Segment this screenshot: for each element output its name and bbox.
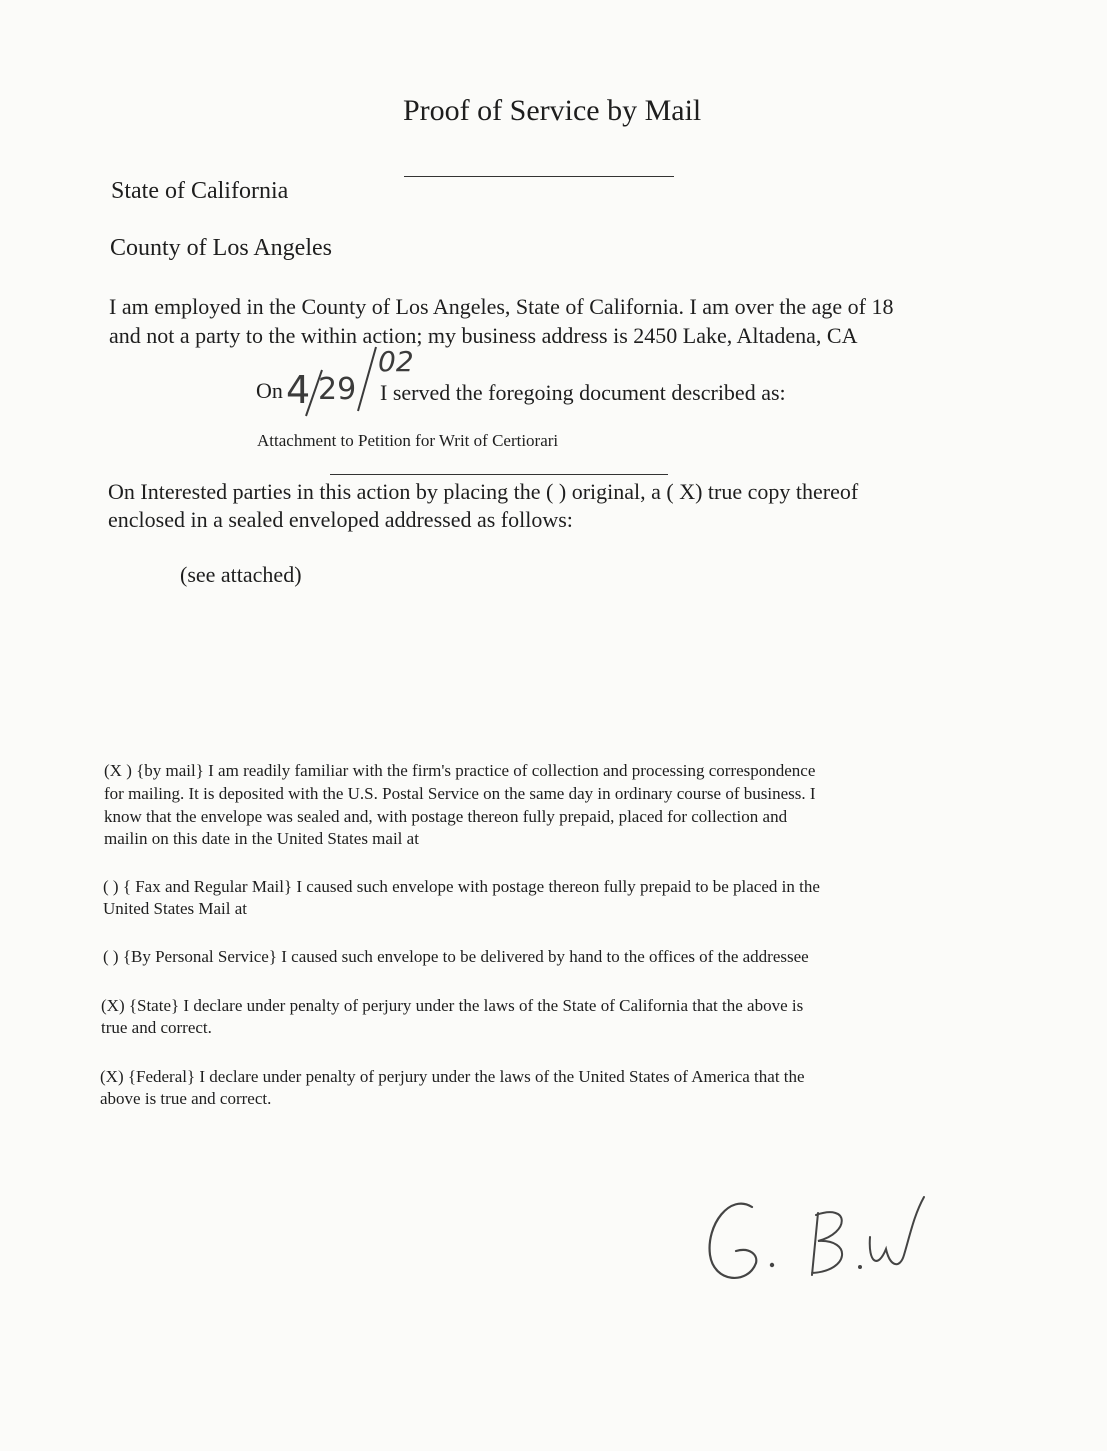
by-mail-line-1: (X ) {by mail} I am readily familiar with the firm's practice of collection and processing correspondence <box>104 761 816 780</box>
page-title: Proof of Service by Mail <box>403 94 702 127</box>
federal-declaration-line-1: (X) {Federal} I declare under penalty of perjury under the laws of the United States of America that the <box>100 1067 805 1086</box>
served-text: I served the foregoing document described as: <box>380 380 786 405</box>
handwritten-signature <box>700 1185 960 1295</box>
handwritten-month: 4 <box>286 368 311 412</box>
intro-line-2: and not a party to the within action; my business address is 2450 Lake, Altadena, CA <box>109 323 858 348</box>
parties-line-2: enclosed in a sealed enveloped addressed as follows: <box>108 507 573 532</box>
fax-line-2: United States Mail at <box>103 899 248 918</box>
by-mail-line-3: know that the envelope was sealed and, with postage thereon fully prepaid, placed for collection and <box>104 807 788 826</box>
served-prefix: On <box>256 378 283 403</box>
intro-line-1: I am employed in the County of Los Angeles, State of California. I am over the age of 18 <box>109 294 894 319</box>
handwritten-day: 29 <box>318 372 357 407</box>
state-declaration-line-2: true and correct. <box>101 1018 212 1037</box>
see-attached: (see attached) <box>180 562 302 587</box>
title-underline <box>404 176 674 177</box>
handwritten-year: 02 <box>378 345 414 378</box>
personal-line-1: ( ) {By Personal Service} I caused such envelope to be delivered by hand to the offices of the addressee <box>103 947 809 966</box>
fax-line-1: ( ) { Fax and Regular Mail} I caused such envelope with postage thereon fully prepaid to be placed in the <box>103 877 820 896</box>
document-described: Attachment to Petition for Writ of Certiorari <box>257 431 559 450</box>
state-line: State of California <box>111 178 289 204</box>
state-declaration-line-1: (X) {State} I declare under penalty of perjury under the laws of the State of California that the above is <box>101 996 804 1015</box>
by-mail-line-2: for mailing. It is deposited with the U.S. Postal Service on the same day in ordinary course of business. I <box>104 784 816 803</box>
county-line: County of Los Angeles <box>110 235 332 261</box>
parties-line-1: On Interested parties in this action by placing the ( ) original, a ( X) true copy thereof <box>108 479 859 504</box>
federal-declaration-line-2: above is true and correct. <box>100 1089 272 1108</box>
by-mail-line-4: mailin on this date in the United States mail at <box>104 829 419 848</box>
document-underline <box>330 474 668 475</box>
